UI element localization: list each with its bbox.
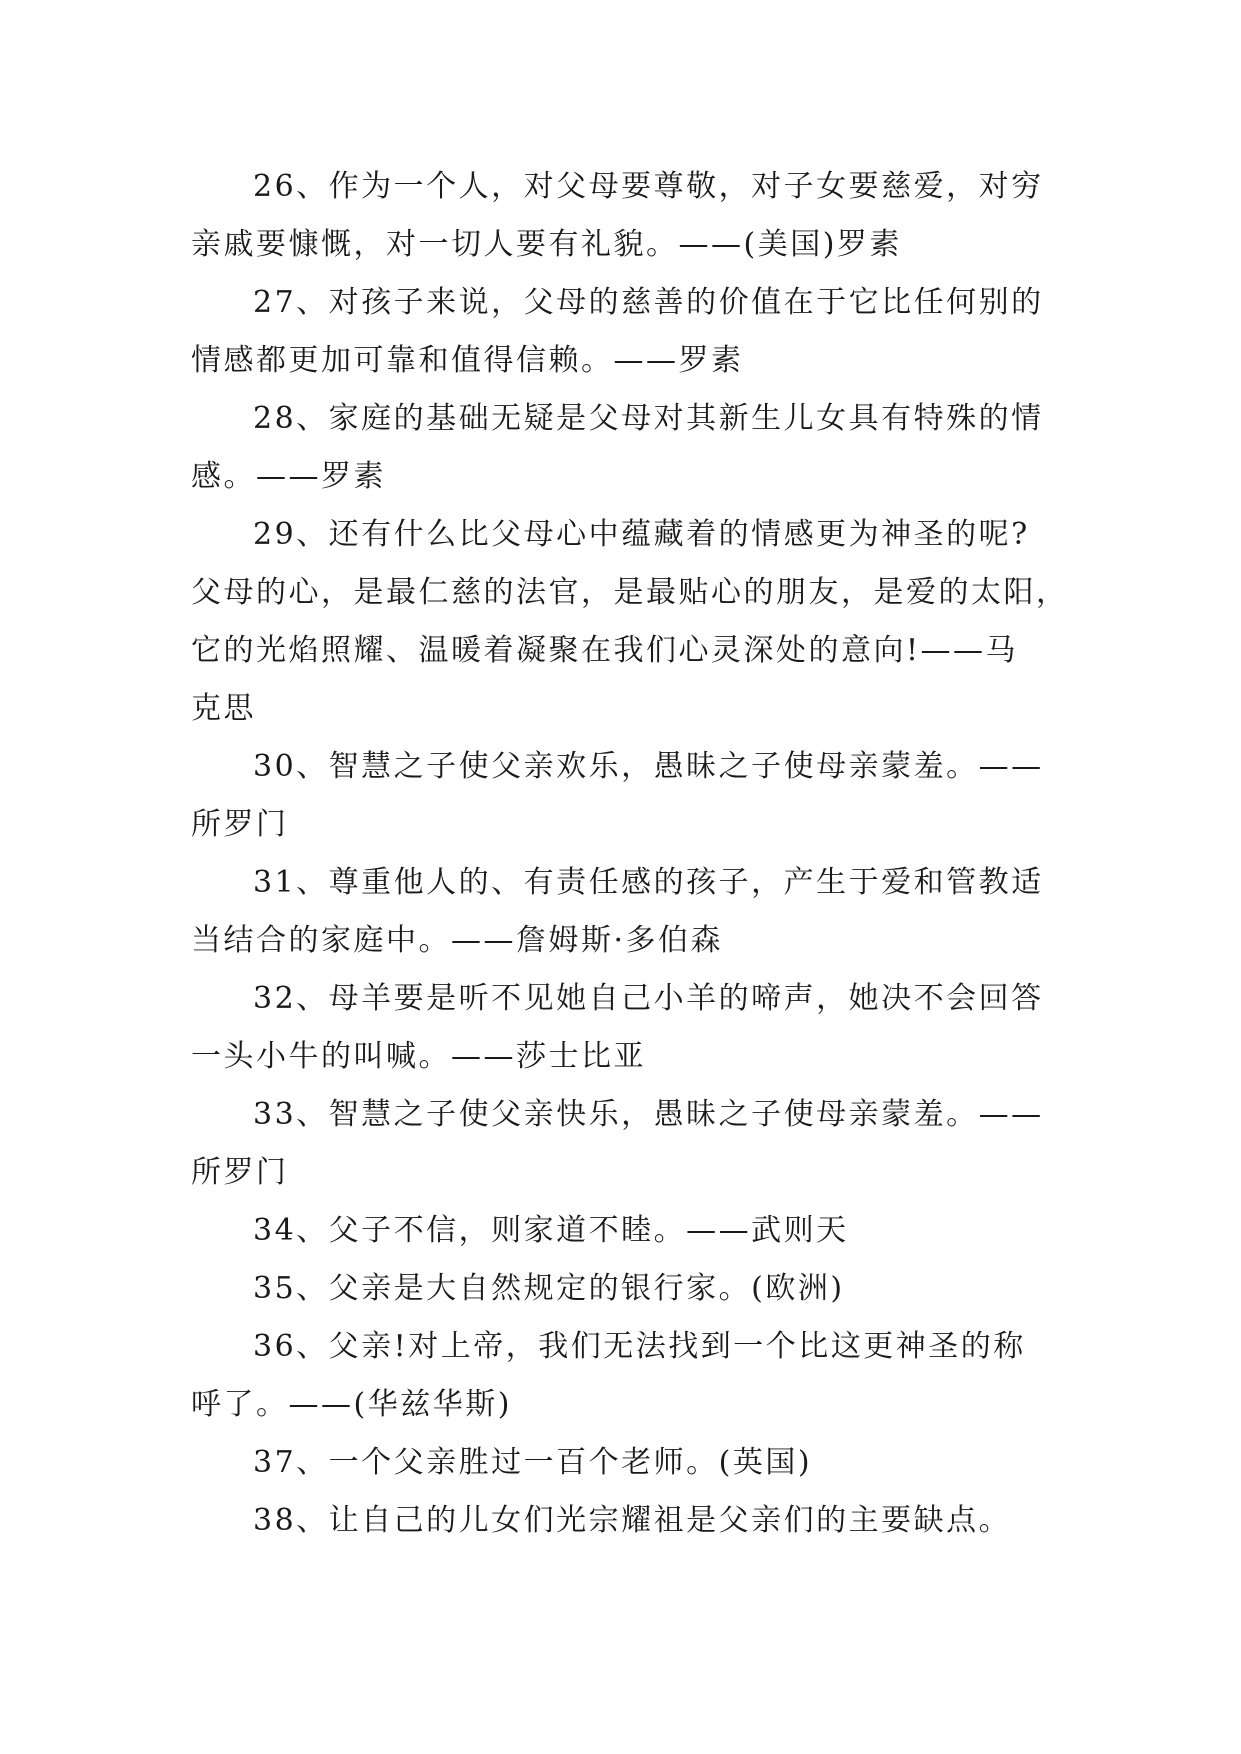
quote-line: 33、智慧之子使父亲快乐，愚昧之子使母亲蒙羞。—— bbox=[253, 1097, 1044, 1132]
quote-line: 所罗门 bbox=[191, 807, 289, 842]
quote-line: 所罗门 bbox=[191, 1155, 289, 1190]
quote-line: 亲戚要慷慨，对一切人要有礼貌。——(美国)罗素 bbox=[191, 227, 902, 262]
quote-line: 37、一个父亲胜过一百个老师。(英国) bbox=[253, 1445, 813, 1480]
quote-line: 30、智慧之子使父亲欢乐，愚昧之子使母亲蒙羞。—— bbox=[253, 749, 1044, 784]
quote-list bbox=[191, 158, 1069, 1550]
quote-line: 26、作为一个人，对父母要尊敬，对子女要慈爱，对穷 bbox=[253, 169, 1044, 204]
quote-31 bbox=[191, 854, 1061, 970]
quote-line: 27、对孩子来说，父母的慈善的价值在于它比任何别的 bbox=[253, 285, 1044, 320]
quote-26 bbox=[191, 158, 1061, 274]
quote-line: 28、家庭的基础无疑是父母对其新生儿女具有特殊的情 bbox=[253, 401, 1044, 436]
quote-35 bbox=[191, 1260, 1061, 1318]
quote-36 bbox=[191, 1318, 1061, 1434]
quote-38 bbox=[191, 1492, 1061, 1550]
quote-29 bbox=[191, 506, 1069, 738]
quote-line: 情感都更加可靠和值得信赖。——罗素 bbox=[191, 343, 744, 378]
quote-line: 35、父亲是大自然规定的银行家。(欧洲) bbox=[253, 1271, 845, 1306]
quote-line: 当结合的家庭中。——詹姆斯·多伯森 bbox=[191, 923, 724, 958]
quote-line: 感。——罗素 bbox=[191, 459, 386, 494]
quote-34 bbox=[191, 1202, 1061, 1260]
quote-line: 父母的心，是最仁慈的法官，是最贴心的朋友，是爱的太阳， bbox=[191, 575, 1069, 610]
quote-line: 34、父子不信，则家道不睦。——武则天 bbox=[253, 1213, 849, 1248]
quote-line: 一头小牛的叫喊。——莎士比亚 bbox=[191, 1039, 646, 1074]
quote-30 bbox=[191, 738, 1061, 854]
quote-27 bbox=[191, 274, 1061, 390]
quote-line: 克思 bbox=[191, 691, 256, 726]
quote-37 bbox=[191, 1434, 1061, 1492]
quote-28 bbox=[191, 390, 1061, 506]
quote-33 bbox=[191, 1086, 1061, 1202]
quote-line: 36、父亲!对上帝，我们无法找到一个比这更神圣的称 bbox=[253, 1329, 1026, 1364]
quote-line: 29、还有什么比父母心中蕴藏着的情感更为神圣的呢? bbox=[253, 517, 1030, 552]
quote-line: 31、尊重他人的、有责任感的孩子，产生于爱和管教适 bbox=[253, 865, 1044, 900]
quote-line: 呼了。——(华兹华斯) bbox=[191, 1387, 512, 1422]
quote-32 bbox=[191, 970, 1061, 1086]
quote-line: 它的光焰照耀、温暖着凝聚在我们心灵深处的意向!——马 bbox=[191, 633, 1019, 668]
quote-line: 32、母羊要是听不见她自己小羊的啼声，她决不会回答 bbox=[253, 981, 1044, 1016]
quote-line: 38、让自己的儿女们光宗耀祖是父亲们的主要缺点。 bbox=[253, 1503, 1012, 1538]
